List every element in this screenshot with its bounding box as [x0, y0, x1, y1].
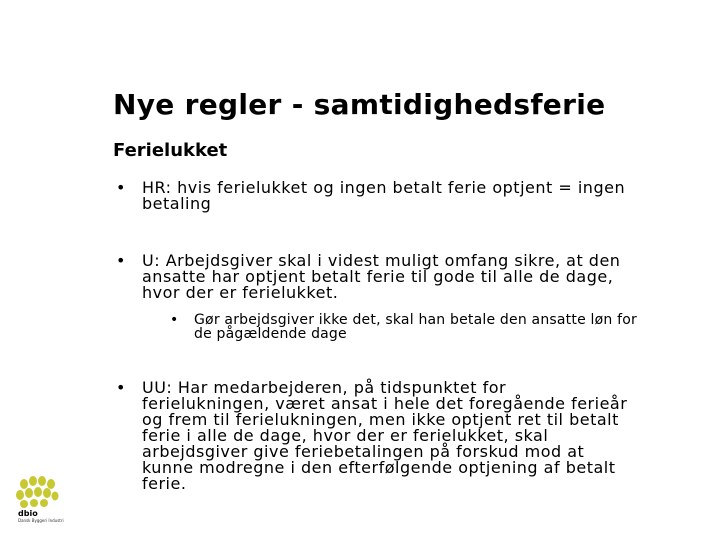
bullet-line: ferie i alle de dage, hvor der er ferielukket, skal: [142, 426, 549, 445]
sub-bullet-text: [194, 313, 694, 341]
logo-text: dbio: [18, 509, 38, 518]
bullet-line: arbejdsgiver give feriebetalingen på forskud mod at: [142, 442, 585, 461]
bullet-text: [142, 380, 712, 492]
bullet-line: ferie.: [142, 474, 187, 493]
sub-bullet-marker: •: [170, 312, 179, 328]
bullet-line: og frem til ferielukningen, men ikke optjent ret til betalt: [142, 410, 619, 429]
bullet-line: HR: hvis ferielukket og ingen betalt ferie optjent = ingen: [142, 178, 626, 197]
bullet-line: betaling: [142, 194, 212, 213]
logo-subtext: Dansk Byggeri Industri: [18, 518, 64, 523]
bullet-marker: •: [116, 378, 126, 397]
bullet-text: [142, 180, 712, 212]
sub-bullet-line: Gør arbejdsgiver ikke det, skal han betale den ansatte løn for: [194, 312, 637, 328]
bullet-line: U: Arbejdsgiver skal i videst muligt omfang sikre, at den: [142, 251, 621, 270]
slide-title: Nye regler - samtidighedsferie: [113, 88, 606, 121]
bullet-line: ferielukningen, været ansat i hele det foregående ferieår: [142, 394, 628, 413]
bullet-line: kunne modregne i den efterfølgende optjening af betalt: [142, 458, 616, 477]
sub-bullet-line: de pågældende dage: [194, 326, 347, 342]
bullet-marker: •: [116, 178, 126, 197]
bullet-line: UU: Har medarbejderen, på tidspunktet for: [142, 378, 507, 397]
slide-subtitle: Ferielukket: [113, 140, 228, 161]
bullet-marker: •: [116, 251, 126, 270]
bullet-line: hvor der er ferielukket.: [142, 283, 339, 302]
bullet-line: ansatte har optjent betalt ferie til gode til alle de dage,: [142, 267, 614, 286]
bullet-text: [142, 253, 712, 301]
